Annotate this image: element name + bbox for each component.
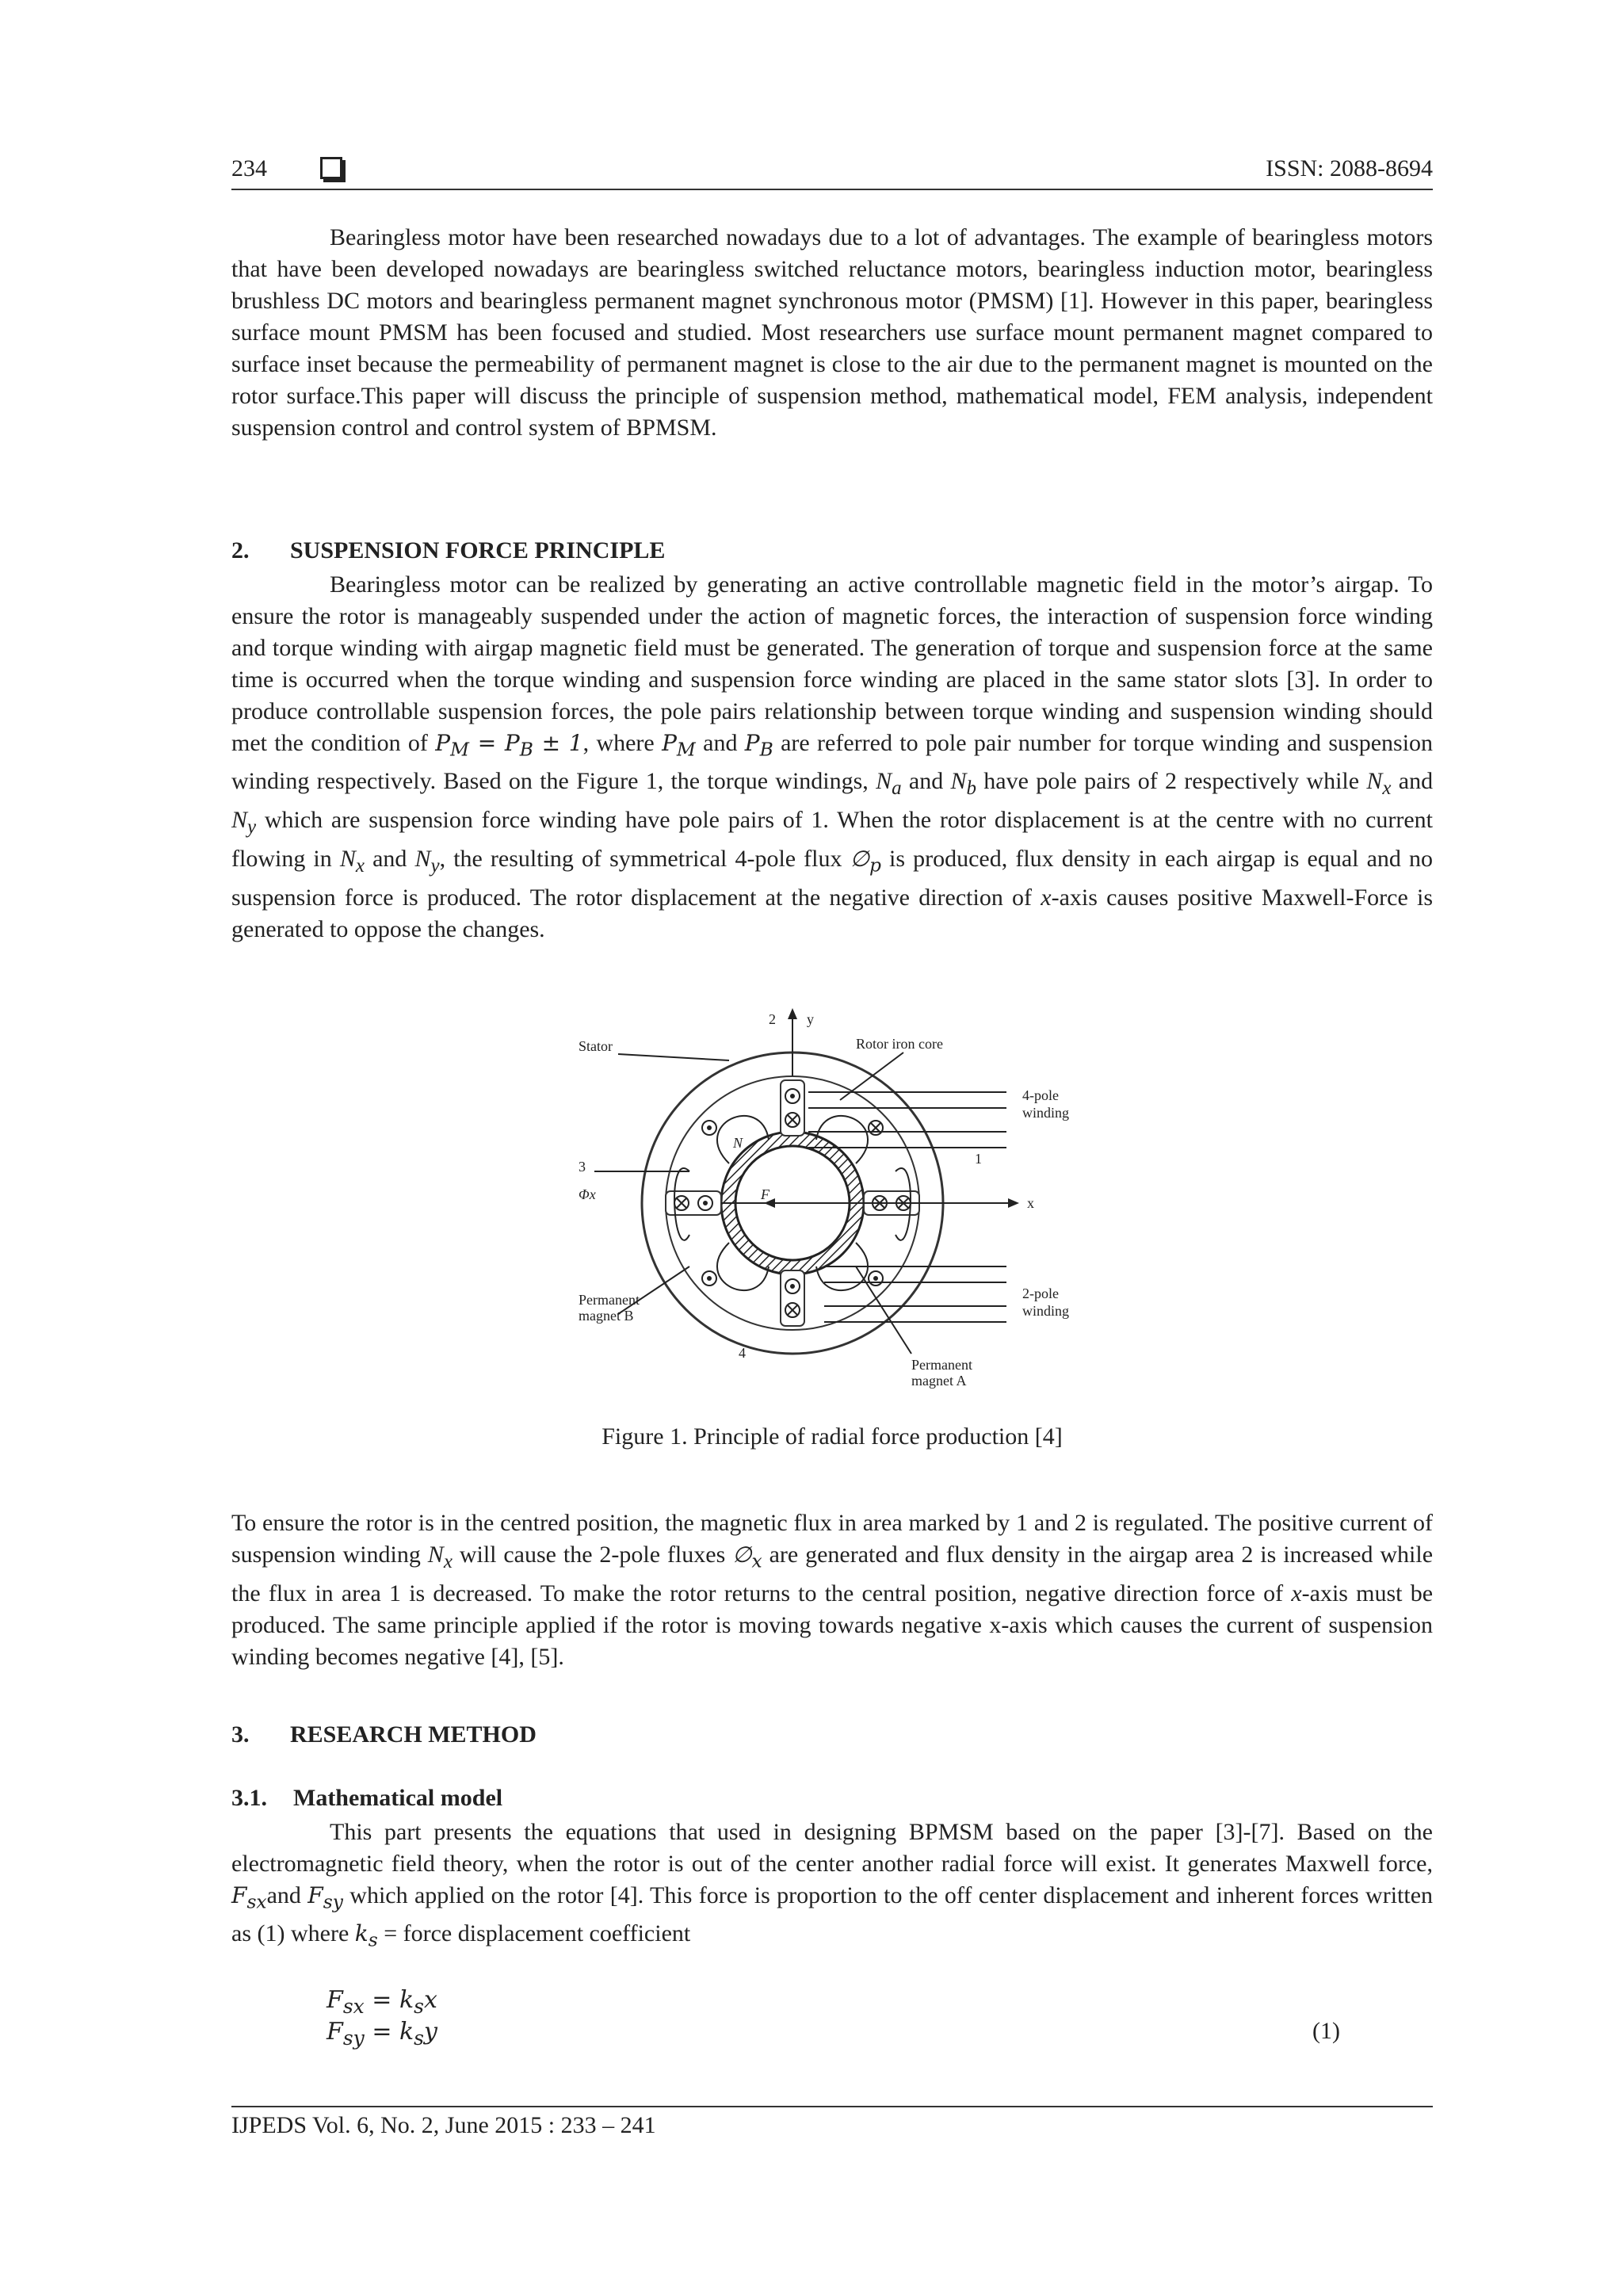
af-text-4: -axis must be produced. The same principle applied if the rotor is moving towards negative x-axis which causes the current of suspension winding becomes negative [4], [5]. — [231, 1580, 1434, 1670]
m-text-2: and — [266, 1882, 301, 1908]
subsection-title: Mathematical model — [293, 1785, 503, 1811]
label-F: F — [761, 1186, 769, 1202]
math-model-paragraph — [231, 1817, 1433, 1955]
label-2: 2 — [769, 1011, 776, 1027]
x-italic: x — [1041, 884, 1052, 911]
na-symbol: $N_a$ — [876, 767, 902, 799]
label-winding-top: winding — [1022, 1105, 1070, 1121]
condition-formula: $P_M = P_B \pm 1$ — [435, 730, 583, 761]
s2-text-3: and — [703, 730, 738, 756]
after-figure-paragraph: To ensure the rotor is in the centred position, the magnetic flux in area marked by 1 and 2 is regulated. The positive current of suspension winding $N_x$ will cause the 2-pole fluxes $\emptyset_x$ are generated and flux density in the airgap area 2 is increased while the flux in area 1 is decreased. To make the rotor returns to the central position, negative direction force of x-axis must be produced. The same principle applied if the rotor is moving towards negative x-axis which causes the current of suspension winding becomes negative [4], [5]. — [231, 1510, 1434, 1670]
s2-text-8: is produced, flux density in each airgap is equal and no suspension force is produced. The rotor displacement at the negative direction of — [231, 845, 1434, 911]
label-3: 3 — [579, 1159, 586, 1175]
label-1: 1 — [975, 1151, 982, 1167]
m-text-4: = force displacement coefficient — [384, 1920, 691, 1946]
figure-1-caption: Figure 1. Principle of radial force production [4] — [601, 1423, 1063, 1450]
label-4: 4 — [739, 1345, 746, 1361]
phi-p-symbol: $\emptyset_p$ — [850, 845, 881, 877]
s2-text-4: are referred to pole pair number for torque winding and suspension winding respectively. Based on the Figure 1, the torque windings, — [231, 730, 1434, 794]
s2-text-9: -axis causes positive Maxwell-Force is generated to oppose the changes. — [231, 884, 1433, 942]
equation-1b: $F_{sy} = k_sy$ — [327, 2018, 437, 2050]
section-2-title: SUSPENSION FORCE PRINCIPLE — [290, 537, 666, 563]
s2-text-1: Bearingless motor can be realized by generating an active controllable magnetic field in the motor’s airgap. To ensure the rotor is manageably suspended under the action of magnetic forces, the interaction of suspension force winding and torque winding with airgap magnetic field must be generated. The generation of torque and suspension force at the same time is occurred when the torque winding and suspension force winding are placed in the same stator slots [3]. In order to produce controllable suspension forces, the pole pairs relationship between torque winding and suspension winding should met the condition of — [231, 571, 1433, 756]
page-number: 234 — [231, 155, 267, 181]
s2-text-7: , the resulting of symmetrical 4-pole flux — [439, 845, 842, 872]
af-text-2: will cause the 2-pole fluxes — [459, 1541, 726, 1568]
intro-paragraph: Bearingless motor have been researched nowadays due to a lot of advantages. The example of bearingless motors that have been developed nowadays are bearingless switched reluctance motors, bearingless induction motor, bearingless brushless DC motors and bearingless permanent magnet synchronous motor (PMSM) [1]. However in this paper, bearingless surface mount PMSM has been focused and studied. Most researchers use surface mount permanent magnet compared to surface inset because the permeability of permanent magnet is close to the air due to the permanent magnet is mounted on the rotor surface.This paper will discuss the principle of suspension method, mathematical model, FEM analysis, independent suspension control and control system of BPMSM. — [231, 224, 1433, 441]
label-phi-x: Φx — [579, 1186, 596, 1202]
af-text-1: To ensure the rotor is in the centred position, the magnetic flux in area marked by 1 and 2 is regulated. The positive current of suspension winding — [231, 1510, 1433, 1568]
m-text-1: This part presents the equations that used in designing BPMSM based on the paper [3]-[7]. Based on the electromagnetic field theory, when the rotor is out of the center another radial force will exist. It generates Maxwell force, — [231, 1819, 1433, 1877]
section-3-heading — [231, 1721, 537, 1748]
pm-symbol: $P_M$ — [662, 730, 696, 761]
label-pm-b-2: magnet B — [579, 1308, 634, 1324]
fsy-symbol: $F_{sy}$ — [307, 1882, 343, 1913]
label-x-axis: x — [1027, 1195, 1034, 1211]
ny-symbol: $N_y$ — [231, 806, 257, 838]
label-winding-bottom: winding — [1022, 1303, 1070, 1319]
label-stator: Stator — [579, 1038, 613, 1054]
s2-text-6: which are suspension force winding have pole pairs of 1. When the rotor displacement is at the centre with no current flowing in — [231, 806, 1433, 872]
subsection-number: 3.1. — [231, 1785, 267, 1811]
checkbox-square-icon — [320, 157, 342, 179]
section-3-number: 3. — [231, 1721, 250, 1748]
issn-label: ISSN: 2088-8694 — [1266, 155, 1433, 181]
label-rotor-core: Rotor iron core — [856, 1036, 943, 1052]
nx-symbol: $N_x$ — [1366, 767, 1392, 799]
m-text-3: which applied on the rotor [4]. This force is proportion to the off center displacement and inherent forces written as (1) where — [231, 1882, 1434, 1946]
s2-text-2: , where — [582, 730, 655, 756]
label-N: N — [733, 1135, 743, 1151]
page-header — [231, 155, 1433, 190]
label-pm-a-2: magnet A — [911, 1373, 967, 1389]
motor-diagram — [571, 1005, 1094, 1401]
nb-symbol: $N_b$ — [950, 767, 977, 799]
ks-symbol: $k_s$ — [354, 1920, 378, 1951]
figure-1 — [571, 1005, 1094, 1401]
subsection-3-1-heading — [231, 1785, 502, 1812]
equation-1a: $F_{sx} = k_sx$ — [327, 1986, 437, 2018]
section-2-number: 2. — [231, 537, 250, 563]
fsx-symbol: $F_{sx}$ — [231, 1882, 267, 1913]
label-pm-a-1: Permanent — [911, 1357, 972, 1373]
pb-symbol: $P_B$ — [744, 730, 773, 761]
page-footer: IJPEDS Vol. 6, No. 2, June 2015 : 233 – 241 — [231, 2106, 1433, 2139]
label-y-axis: y — [807, 1011, 814, 1027]
section-2-paragraph: Bearingless motor can be realized by generating an active controllable magnetic field in the motor’s airgap. To ensure the rotor is manageably suspended under the action of magnetic forces, the interaction of suspension force winding and torque winding with airgap magnetic field must be generated. The generation of torque and suspension force at the same time is occurred when the torque winding and suspension force winding are placed in the same stator slots [3]. In order to produce controllable suspension forces, the pole pairs relationship between torque winding and suspension winding should met the condition of $P_M = P_B \pm 1$, where $P_M$ and $P_B$ are referred to pole pair number for torque winding and suspension winding respectively. Based on the Figure 1, the torque windings, $N_a$ and $N_b$ have pole pairs of 2 respectively while $N_x$ and $N_y$ which are suspension force winding have pole pairs of 1. When the rotor displacement is at the centre with no current flowing in $N_x$ and $N_y$, the resulting of symmetrical 4-pole flux $\emptyset_p$ is produced, flux density in each airgap is equal and no suspension force is produced. The rotor displacement at the negative direction of x-axis causes positive Maxwell-Force is generated to oppose the changes. — [231, 571, 1434, 942]
af-text-3: are generated and flux density in the airgap area 2 is increased while the flux in area 1 is decreased. To make the rotor returns to the central position, negative direction force of — [231, 1541, 1434, 1606]
label-pm-b-1: Permanent — [579, 1292, 640, 1308]
section-3-title: RESEARCH METHOD — [290, 1721, 537, 1748]
phi-x-symbol: $\emptyset_x$ — [732, 1541, 762, 1572]
label-2-pole: 2-pole — [1022, 1286, 1059, 1301]
label-4-pole: 4-pole — [1022, 1087, 1059, 1103]
equation-number: (1) — [1312, 2018, 1340, 2044]
s2-text-5: have pole pairs of 2 respectively while — [983, 767, 1360, 794]
section-2-heading — [231, 537, 665, 564]
